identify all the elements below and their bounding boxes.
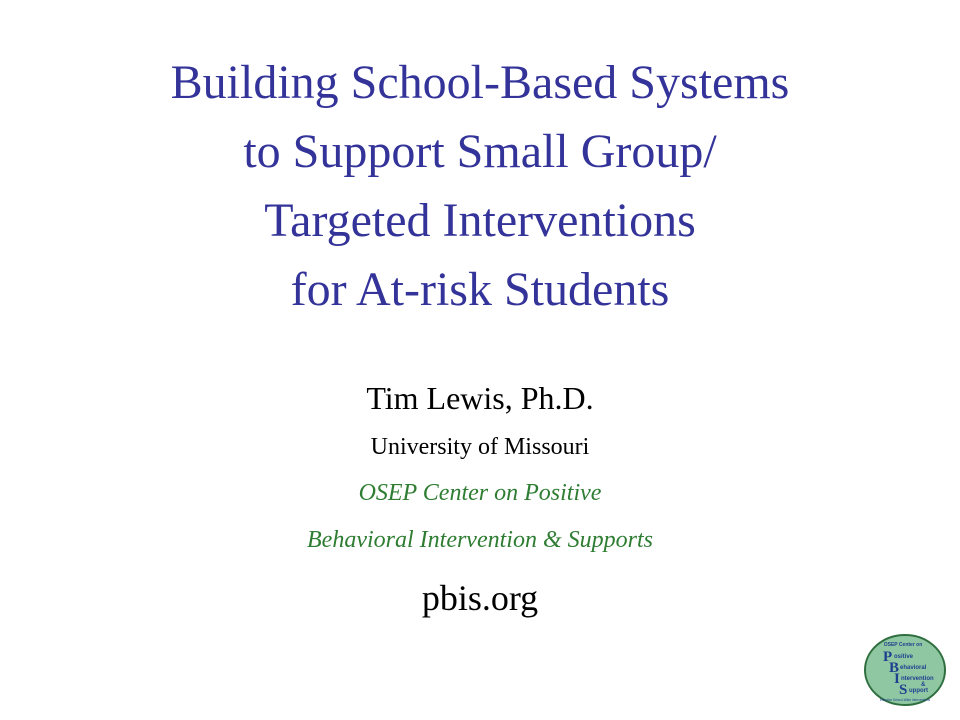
website-url: pbis.org [421,578,539,618]
pbis-logo-graphic [863,633,947,707]
logo-word-support: upport [909,688,928,694]
pbis-logo [863,633,947,707]
logo-letter-i: I [894,671,900,687]
logo-footer-text: Effective School-Wide Interventions [879,698,931,702]
logo-word-intervention: ntervention [901,676,934,682]
author-name: Tim Lewis, Ph.D. [366,380,594,416]
title-line: for At-risk Students [290,263,670,316]
logo-letter-s: S [899,682,908,698]
logo-header-text: OSEP Center on [883,642,923,648]
logo-word-positive: ositive [894,654,914,660]
logo-letter-p: P [883,649,893,665]
affiliation: University of Missouri [370,434,590,460]
center-name-line-1: OSEP Center on Positive [358,480,602,506]
logo-word-behavioral: ehavioral [900,665,927,671]
logo-letter-b: B [889,660,900,676]
center-name-line-2: Behavioral Intervention & Supports [307,527,653,553]
title-line: Building School-Based Systems [170,56,790,109]
logo-ampersand: & [921,682,926,688]
title-line: to Support Small Group/ [243,125,717,178]
title-line: Targeted Interventions [264,194,696,247]
slide-title [0,48,960,324]
